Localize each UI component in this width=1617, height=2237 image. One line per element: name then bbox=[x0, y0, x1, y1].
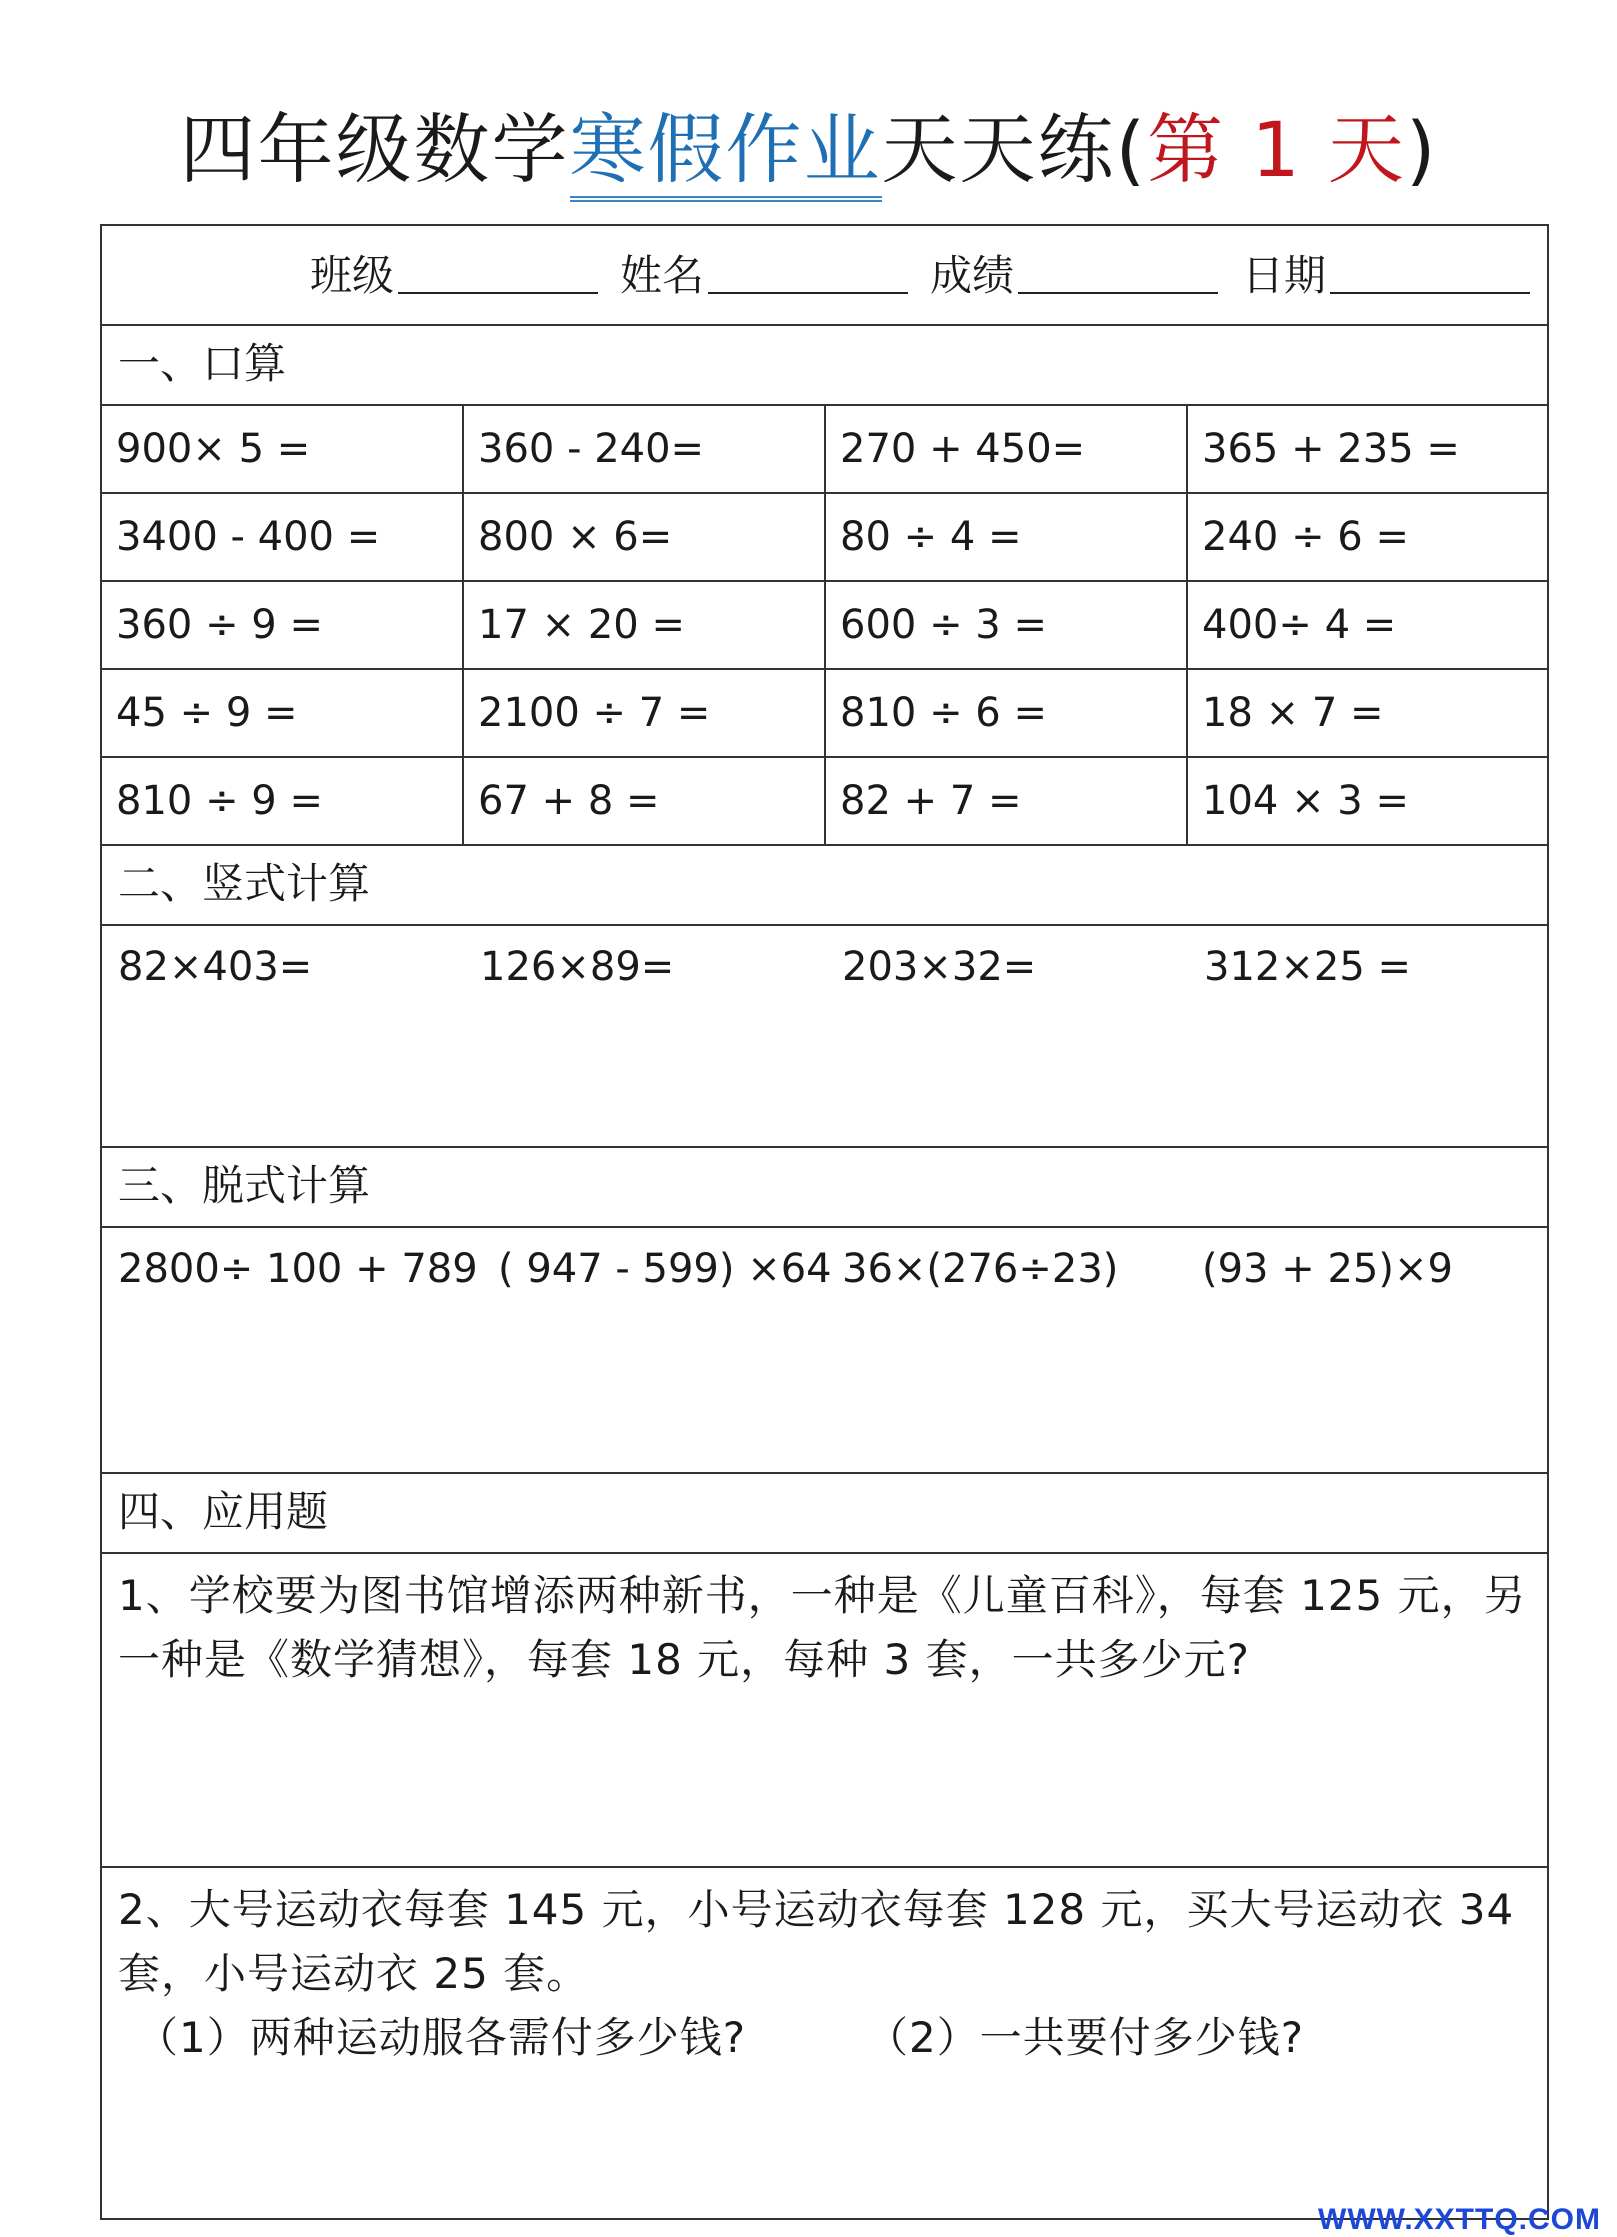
title-day: 第 1 天 bbox=[1147, 105, 1406, 194]
score-label: 成绩 bbox=[930, 251, 1015, 300]
oral-cell[interactable]: 82 + 7 = bbox=[826, 758, 1188, 844]
title-middle: 天天练( bbox=[881, 105, 1148, 194]
problem-2-line-1: 2、大号运动衣每套 145 元，小号运动衣每套 128 元，买大号运动衣 34 bbox=[118, 1885, 1515, 1934]
date-field[interactable] bbox=[1242, 226, 1530, 326]
problem-2-question-2: （2）一共要付多少钱? bbox=[866, 2013, 1305, 2062]
section-stepwise-heading: 三、脱式计算 bbox=[102, 1148, 1547, 1228]
name-label: 姓名 bbox=[620, 251, 705, 300]
oral-cell[interactable]: 67 + 8 = bbox=[464, 758, 826, 844]
oral-cell[interactable]: 45 ÷ 9 = bbox=[102, 670, 464, 756]
application-problem-2[interactable] bbox=[102, 1868, 1547, 2218]
problem-2-question-1: （1）两种运动服各需付多少钱? bbox=[136, 2013, 747, 2062]
student-info-row bbox=[102, 226, 1547, 326]
worksheet bbox=[100, 224, 1549, 2220]
date-blank[interactable] bbox=[1330, 252, 1530, 294]
class-blank[interactable] bbox=[398, 252, 598, 294]
stepwise-problem: 2800÷ 100 + 789 bbox=[118, 1246, 478, 1292]
title-prefix: 四年级数学 bbox=[179, 105, 570, 194]
section-vertical-heading: 二、竖式计算 bbox=[102, 846, 1547, 926]
oral-cell[interactable]: 240 ÷ 6 = bbox=[1202, 514, 1409, 560]
oral-row bbox=[102, 494, 1547, 582]
oral-cell[interactable]: 600 ÷ 3 = bbox=[826, 582, 1188, 668]
vertical-problem: 126×89= bbox=[480, 944, 675, 990]
oral-row bbox=[102, 406, 1547, 494]
stepwise-problem: (93 + 25)×9 bbox=[1202, 1246, 1453, 1292]
class-label: 班级 bbox=[310, 251, 395, 300]
oral-cell[interactable]: 17 × 20 = bbox=[464, 582, 826, 668]
oral-cell[interactable]: 270 + 450= bbox=[826, 406, 1188, 492]
oral-cell[interactable]: 3400 - 400 = bbox=[102, 494, 464, 580]
oral-cell[interactable]: 360 - 240= bbox=[464, 406, 826, 492]
problem-2-line-2: 套，小号运动衣 25 套。 bbox=[118, 1949, 590, 1998]
problem-1-line-2: 一种是《数学猜想》，每套 18 元，每种 3 套，一共多少元? bbox=[118, 1635, 1250, 1684]
oral-cell[interactable]: 810 ÷ 9 = bbox=[102, 758, 464, 844]
oral-cell[interactable]: 800 × 6= bbox=[464, 494, 826, 580]
application-problem-1[interactable] bbox=[102, 1554, 1547, 1868]
oral-row bbox=[102, 758, 1547, 846]
vertical-problem: 312×25 = bbox=[1204, 944, 1411, 990]
oral-cell[interactable]: 360 ÷ 9 = bbox=[102, 582, 464, 668]
oral-cell[interactable]: 400÷ 4 = bbox=[1202, 602, 1397, 648]
stepwise-problem: 36×(276÷23) bbox=[842, 1246, 1119, 1292]
oral-cell[interactable]: 810 ÷ 6 = bbox=[826, 670, 1188, 756]
oral-cell[interactable]: 900× 5 = bbox=[102, 406, 464, 492]
title-suffix: ) bbox=[1405, 105, 1438, 194]
problem-2-subquestions bbox=[118, 2006, 1531, 2070]
vertical-problem: 203×32= bbox=[842, 944, 1037, 990]
vertical-problem: 82×403= bbox=[118, 944, 313, 990]
title-highlight: 寒假作业 bbox=[570, 105, 882, 202]
name-field[interactable] bbox=[620, 226, 908, 326]
score-blank[interactable] bbox=[1018, 252, 1218, 294]
vertical-work-area[interactable] bbox=[102, 926, 1547, 1148]
stepwise-work-area[interactable] bbox=[102, 1228, 1547, 1474]
oral-row bbox=[102, 670, 1547, 758]
oral-cell[interactable]: 2100 ÷ 7 = bbox=[464, 670, 826, 756]
oral-cell[interactable]: 18 × 7 = bbox=[1202, 690, 1384, 736]
page-title bbox=[0, 100, 1617, 200]
date-label: 日期 bbox=[1242, 251, 1327, 300]
watermark: WWW.XXTTQ.COM bbox=[1318, 2203, 1601, 2236]
problem-1-line-1: 1、学校要为图书馆增添两种新书，一种是《儿童百科》，每套 125 元，另 bbox=[118, 1571, 1527, 1620]
section-application-heading: 四、应用题 bbox=[102, 1474, 1547, 1554]
class-field[interactable] bbox=[310, 226, 598, 326]
oral-row bbox=[102, 582, 1547, 670]
section-oral-heading: 一、口算 bbox=[102, 326, 1547, 406]
oral-cell[interactable]: 80 ÷ 4 = bbox=[826, 494, 1188, 580]
name-blank[interactable] bbox=[708, 252, 908, 294]
stepwise-problem: ( 947 - 599) ×64 bbox=[498, 1246, 832, 1292]
oral-cell[interactable]: 104 × 3 = bbox=[1202, 778, 1409, 824]
score-field[interactable] bbox=[930, 226, 1218, 326]
oral-cell[interactable]: 365 + 235 = bbox=[1202, 426, 1460, 472]
